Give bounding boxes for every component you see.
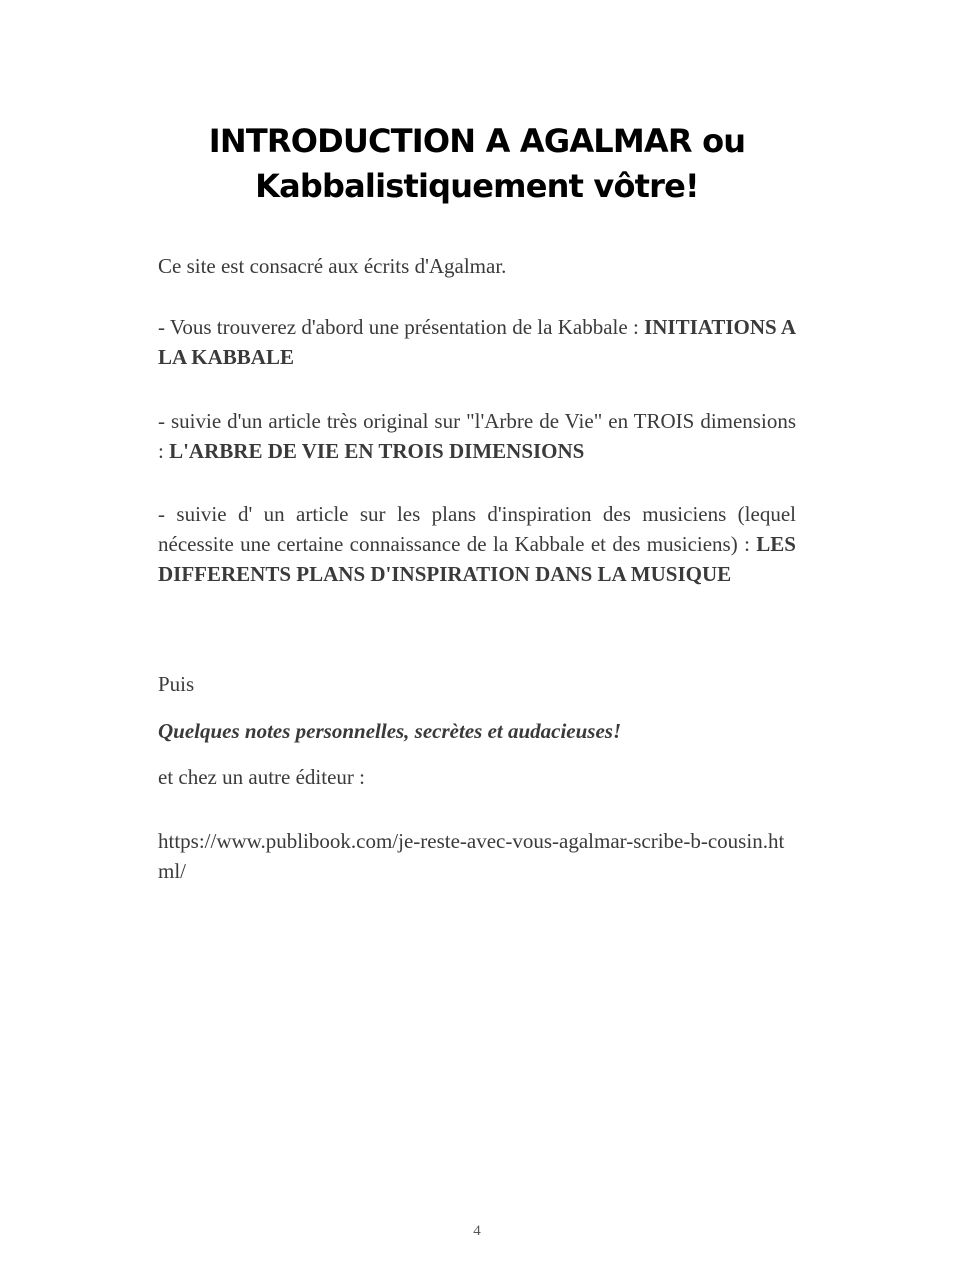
paragraph-arbre-de-vie (158, 406, 796, 466)
link-notes-personnelles[interactable]: Quelques notes personnelles, secrètes et audacieuses! (158, 719, 622, 743)
paragraph-kabbale-text: - Vous trouverez d'abord une présentation de la Kabbale : (158, 315, 645, 339)
paragraph-plans-text: - suivie d' un article sur les plans d'inspiration des musiciens (lequel nécessite une certaine connaissance de la Kabbale et des musiciens) : (158, 502, 796, 556)
page-number: 4 (473, 1223, 481, 1239)
link-initiations-kabbale[interactable]: INITIATIONS A LA KABBALE (158, 315, 796, 369)
link-plans-inspiration[interactable]: LES DIFFERENTS PLANS D'INSPIRATION DANS LA MUSIQUE (158, 532, 796, 586)
title-line-2: Kabbalistiquement vôtre! (255, 167, 699, 205)
publibook-url[interactable]: https://www.publibook.com/je-reste-avec-vous-agalmar-scribe-b-cousin.html/ (158, 829, 785, 883)
paragraph-plans-inspiration (158, 499, 796, 589)
page-title (100, 119, 854, 209)
puis-text: Puis (158, 672, 195, 696)
title-line-1: INTRODUCTION A AGALMAR ou (208, 122, 746, 160)
link-arbre-de-vie[interactable]: L'ARBRE DE VIE EN TROIS DIMENSIONS (169, 439, 585, 463)
editor-text: et chez un autre éditeur : (158, 765, 365, 789)
intro-text: Ce site est consacré aux écrits d'Agalmar. (158, 254, 507, 278)
paragraph-arbre-text: - suivie d'un article très original sur "l'Arbre de Vie" en TROIS dimensions : (158, 409, 796, 463)
paragraph-kabbale (158, 312, 796, 372)
